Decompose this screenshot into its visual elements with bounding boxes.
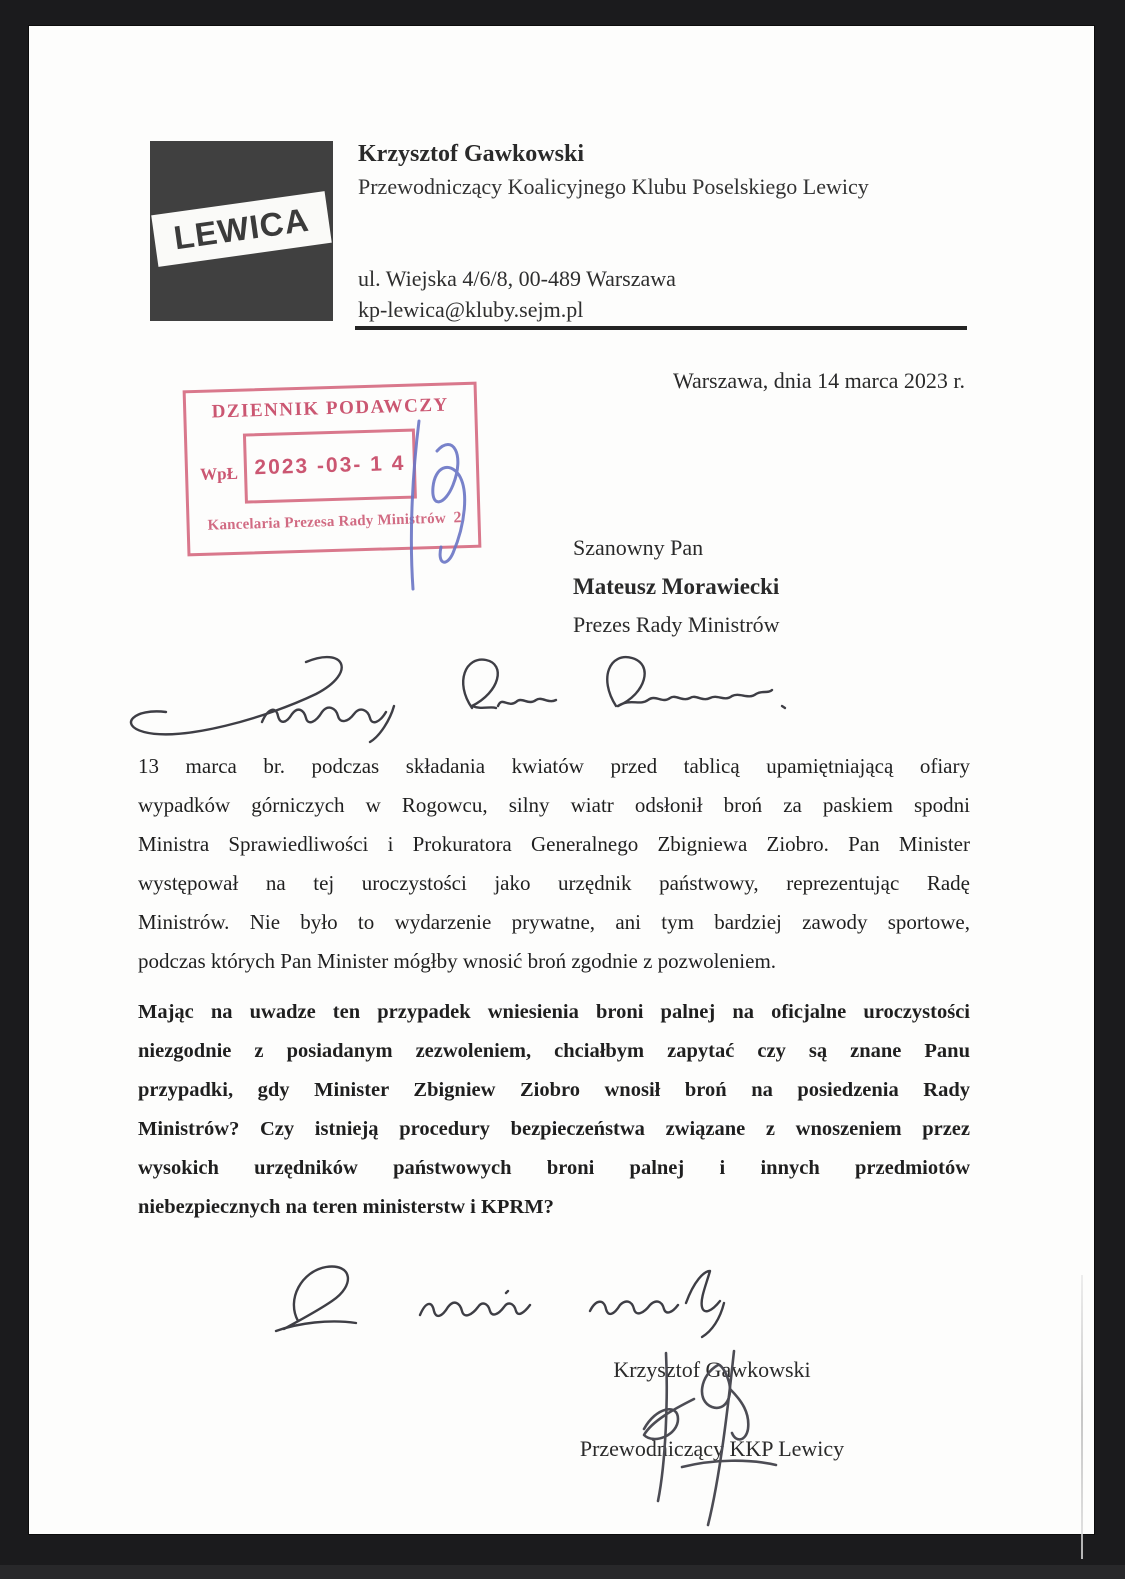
paragraph-line: przypadki, gdy Minister Zbigniew Ziobro wnosił broń na posiedzenia Rady [138, 1079, 970, 1101]
paragraph-line: Ministra Sprawiedliwości i Prokuratora Generalnego Zbigniewa Ziobro. Pan Minister [138, 832, 970, 856]
sender-name: Krzysztof Gawkowski [358, 141, 584, 167]
handwritten-closing [268, 1257, 778, 1342]
paragraph-line: niebezpiecznych na teren ministerstw i KPRM? [138, 1196, 554, 1218]
paragraph-line: wysokich urzędników państwowych broni palnej i innych przedmiotów [138, 1157, 970, 1179]
stamp-office-name: Kancelaria Prezesa Rady Ministrów [207, 510, 447, 534]
signatory-name: Krzysztof Gawkowski [613, 1357, 811, 1382]
handwritten-greeting [110, 648, 800, 745]
addressee-block [573, 535, 780, 638]
addressee-salutation: Szanowny Pan [573, 535, 704, 560]
paragraph-line: występował na tej uroczystości jako urzędnik państwowy, reprezentując Radę [138, 871, 970, 895]
paragraph-line: 13 marca br. podczas składania kwiatów przed tablicą upamiętniającą ofiary [138, 754, 970, 778]
date-line: Warszawa, dnia 14 marca 2023 r. [672, 368, 965, 393]
signatory-title: Przewodniczący KKP Lewicy [579, 1436, 845, 1461]
paragraph-line: Mając na uwadze ten przypadek wniesienia broni palnej na oficjalne uroczystości [138, 1001, 970, 1023]
header-divider [355, 326, 967, 330]
addressee-name: Mateusz Morawiecki [573, 574, 780, 599]
sender-contact [358, 263, 676, 325]
handwritten-paraph [373, 417, 478, 602]
paragraph-line: Ministrów? Czy istnieją procedury bezpieczeństwa związane z wnoszeniem przez [138, 1118, 970, 1140]
paragraph-line: niezgodnie z posiadanym zezwoleniem, chciałbym zapytać czy są znane Panu [138, 1040, 970, 1062]
document-page [28, 25, 1095, 1535]
stamp-title: DZIENNIK PODAWCZY [211, 394, 450, 423]
scan-edge-artifact [1081, 1275, 1083, 1559]
lewica-logo-band [151, 191, 332, 267]
stamp-office-number: 2 [453, 509, 462, 527]
paragraph-line: podczas których Pan Minister mógłby wnosić broń zgodnie z pozwoleniem. [138, 949, 777, 973]
paragraph-line: Ministrów. Nie było to wydarzenie prywatne, ani tym bardziej zawody sportowe, [138, 910, 970, 934]
sender-role: Przewodniczący Koalicyjnego Klubu Poselskiego Lewicy [358, 174, 869, 199]
stamp-date: 2023 -03- 1 4 [254, 451, 406, 480]
handwritten-signature [626, 1345, 786, 1535]
addressee-title: Prezes Rady Ministrów [573, 612, 780, 637]
body-paragraph-1 [138, 747, 970, 981]
paragraph-line: wypadków górniczych w Rogowcu, silny wiatr odsłonił broń za paskiem spodni [138, 793, 970, 817]
sender-email: kp-lewica@kluby.sejm.pl [358, 297, 584, 322]
sender-address: ul. Wiejska 4/6/8, 00-489 Warszawa [358, 266, 676, 291]
stamp-wpl-label: WpŁ [199, 463, 239, 484]
body-paragraph-2 [138, 993, 970, 1227]
lewica-logo-text: LEWICA [171, 200, 312, 257]
lewica-logo [150, 141, 333, 321]
